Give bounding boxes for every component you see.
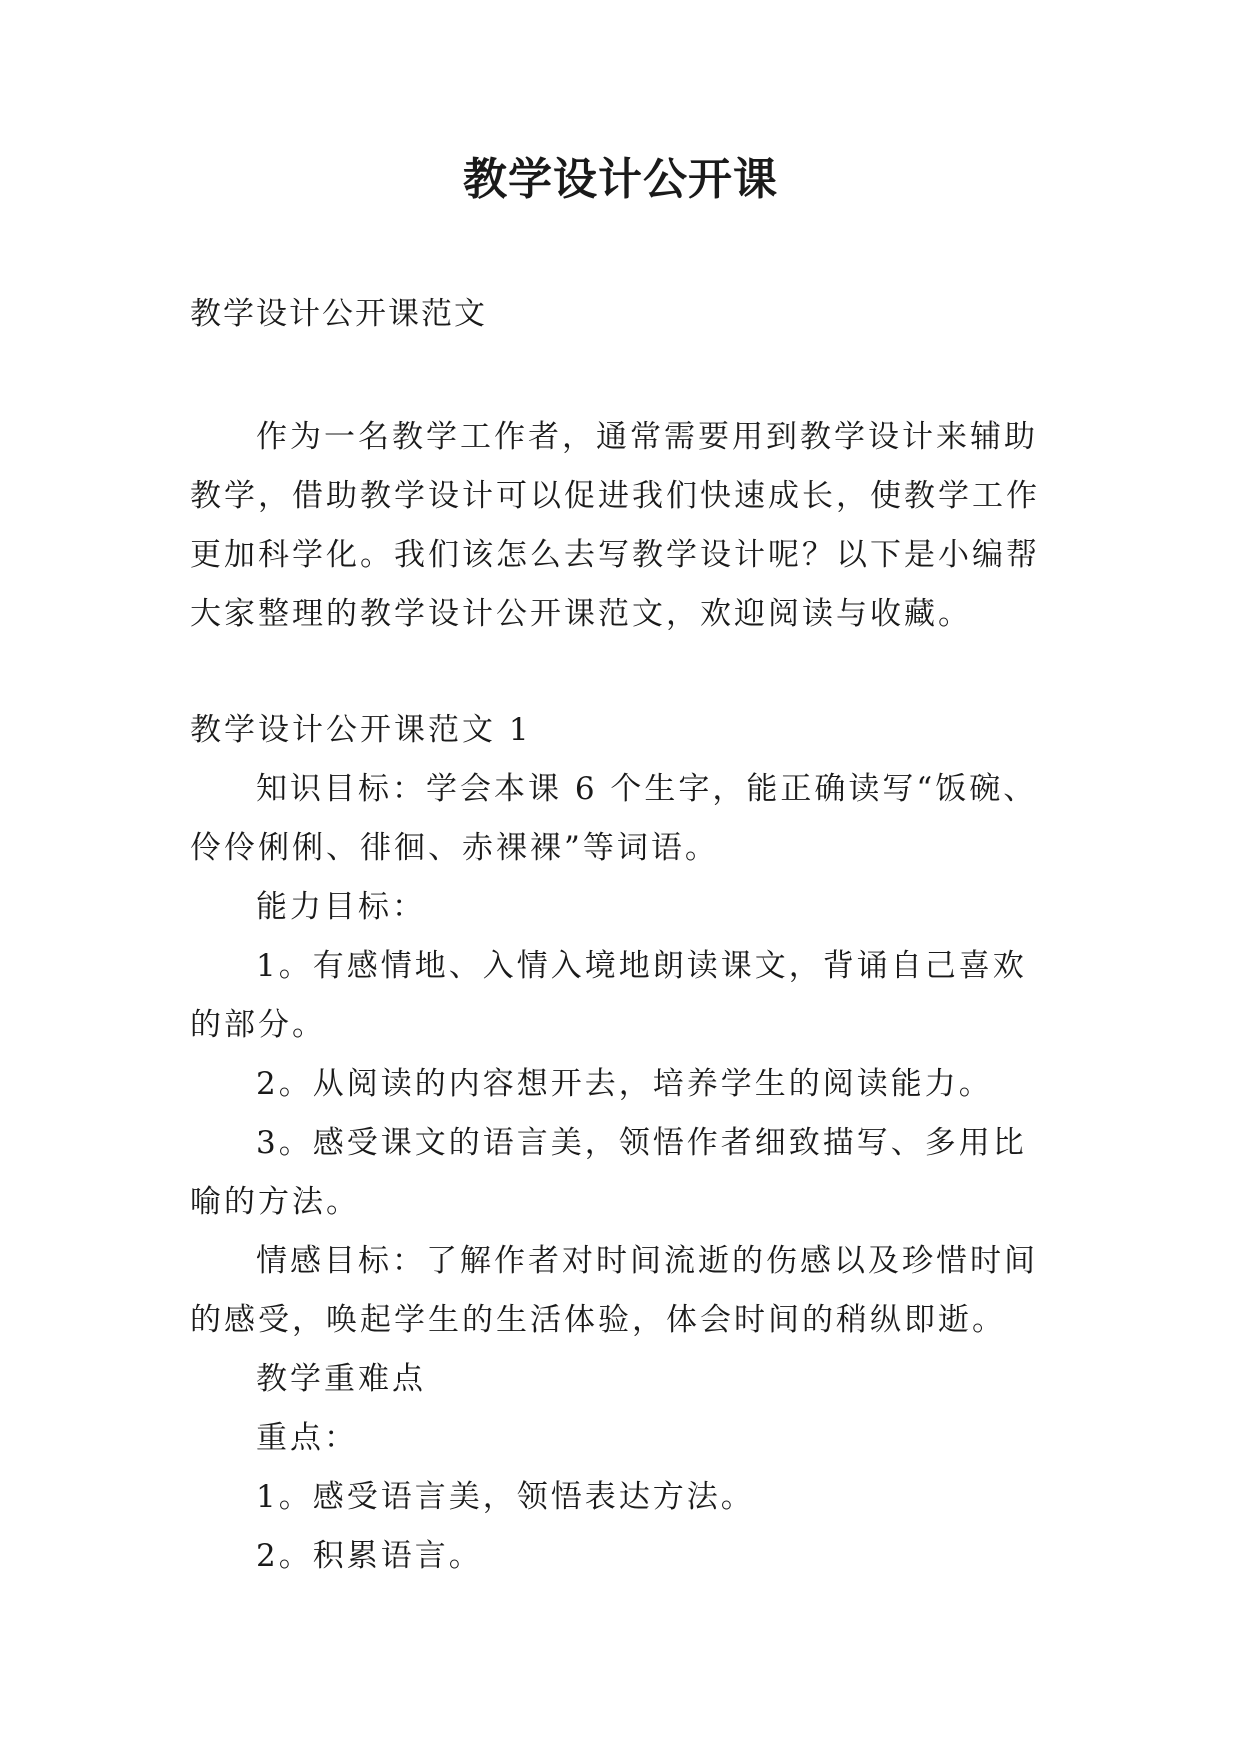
paragraph-key-item-1: 1。感受语言美，领悟表达方法。: [256, 1479, 755, 1515]
intro-paragraph: 作为一名教学工作者，通常需要用到教学设计来辅助教学，借助教学设计可以促进我们快速成长，使教学工作更加科学化。我们该怎么去写教学设计呢？以下是小编帮大家整理的教学设计公开课范文，欢迎阅读与收藏。: [190, 419, 1040, 632]
paragraph-ability-item-1: 1。有感情地、入情入境地朗读课文，背诵自己喜欢的部分。: [190, 948, 1027, 1043]
document-subtitle: 教学设计公开课范文: [190, 296, 487, 332]
paragraph-emotion-goal: 情感目标：了解作者对时间流逝的伤感以及珍惜时间的感受，唤起学生的生活体验，体会时间的稍纵即逝。: [190, 1243, 1038, 1338]
paragraph-knowledge-goal: 知识目标：学会本课 6 个生字，能正确读写“饭碗、伶伶俐俐、徘徊、赤裸裸”等词语。: [190, 771, 1038, 866]
paragraph-key-difficulties: 教学重难点: [256, 1361, 426, 1397]
section-heading: 教学设计公开课范文 1: [190, 712, 532, 748]
paragraph-ability-goal: 能力目标：: [256, 889, 426, 925]
paragraph-key-points: 重点：: [256, 1420, 358, 1456]
document-body: [190, 701, 1056, 1586]
document-title: 教学设计公开课: [463, 154, 778, 205]
paragraph-key-item-2: 2。积累语言。: [256, 1538, 483, 1574]
paragraph-ability-item-3: 3。感受课文的语言美，领悟作者细致描写、多用比喻的方法。: [190, 1125, 1027, 1220]
paragraph-ability-item-2: 2。从阅读的内容想开去，培养学生的阅读能力。: [256, 1066, 993, 1102]
